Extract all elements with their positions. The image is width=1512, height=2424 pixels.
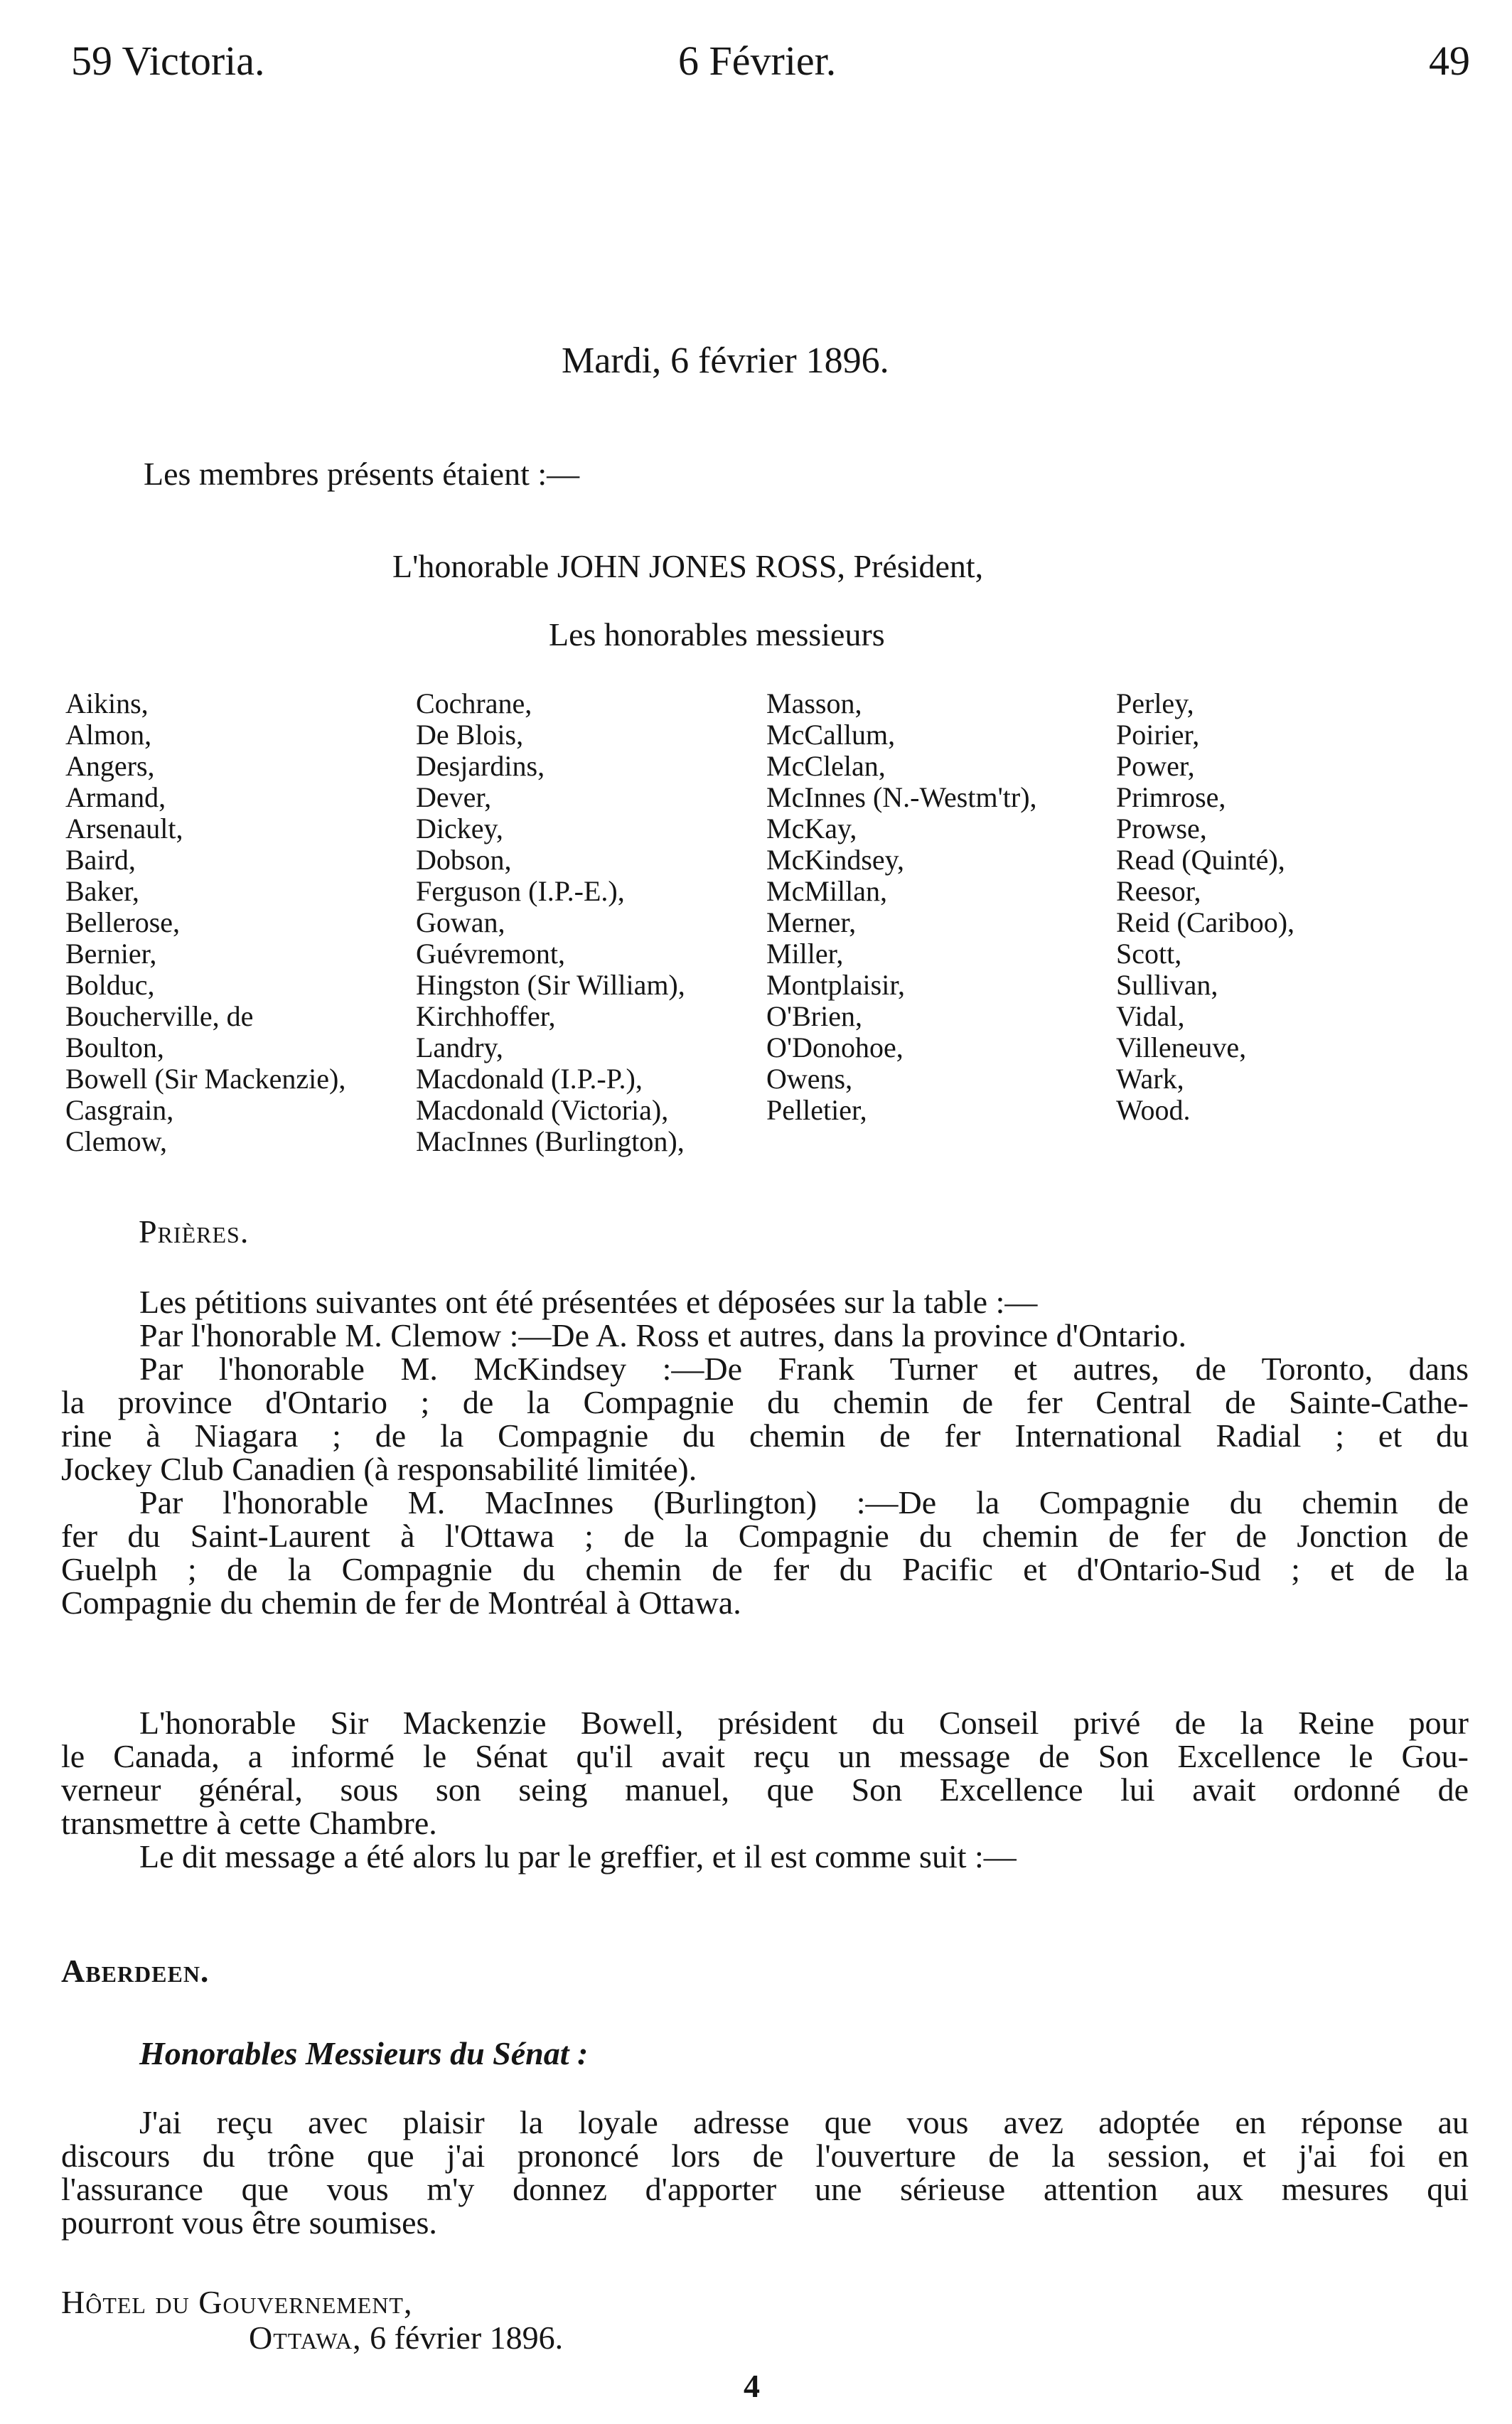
petitions-line: Par l'honorable M. Clemow :—De A. Ross et autres, dans la province d'Ontario. bbox=[139, 1317, 1186, 1353]
running-head-center: 6 Février. bbox=[678, 38, 837, 84]
running-head-left: 59 Victoria. bbox=[71, 38, 265, 84]
member-name: Baird, bbox=[65, 844, 136, 876]
member-name: Reid (Cariboo), bbox=[1116, 906, 1295, 938]
member-name: Gowan, bbox=[416, 906, 505, 938]
member-name: Masson, bbox=[766, 687, 862, 719]
petitions-line: fer du Saint-Laurent à l'Ottawa ; de la Compagnie du chemin de fer de Jonction de bbox=[61, 1518, 1469, 1554]
members-column-4 bbox=[1116, 688, 1294, 1126]
member-name: Owens, bbox=[766, 1063, 853, 1095]
member-name: Hingston (Sir William), bbox=[416, 969, 685, 1001]
member-name: Bellerose, bbox=[65, 906, 181, 938]
member-name: Perley, bbox=[1116, 687, 1194, 719]
member-name: Reesor, bbox=[1116, 875, 1201, 907]
message-line: verneur général, sous son seing manuel, que Son Excellence lui avait ordonné de bbox=[61, 1771, 1469, 1808]
reply-paragraph bbox=[61, 2106, 1469, 2239]
member-name: Guévremont, bbox=[416, 938, 565, 970]
member-name: Kirchhoffer, bbox=[416, 1000, 556, 1032]
member-name: Vidal, bbox=[1116, 1000, 1185, 1032]
member-name: Prowse, bbox=[1116, 813, 1207, 844]
member-name: Macdonald (Victoria), bbox=[416, 1094, 669, 1126]
petitions-paragraph bbox=[61, 1285, 1469, 1619]
member-name: Scott, bbox=[1116, 938, 1182, 970]
member-name: Armand, bbox=[65, 781, 166, 813]
message-line: L'honorable Sir Mackenzie Bowell, président du Conseil privé de la Reine pour bbox=[139, 1705, 1469, 1741]
member-name: MacInnes (Burlington), bbox=[416, 1125, 685, 1157]
member-name: Boucherville, de bbox=[65, 1000, 254, 1032]
member-name: Wark, bbox=[1116, 1063, 1184, 1095]
member-name: Primrose, bbox=[1116, 781, 1226, 813]
member-name: Dever, bbox=[416, 781, 492, 813]
member-name: Miller, bbox=[766, 938, 844, 970]
message-line: le Canada, a informé le Sénat qu'il avait reçu un message de Son Excellence le Gou- bbox=[61, 1738, 1469, 1774]
president-line: L'honorable JOHN JONES ROSS, Président, bbox=[392, 548, 984, 584]
petitions-line: Compagnie du chemin de fer de Montréal à Ottawa. bbox=[61, 1584, 741, 1621]
member-name: Desjardins, bbox=[416, 750, 545, 782]
message-line: transmettre à cette Chambre. bbox=[61, 1805, 437, 1841]
salutation: Honorables Messieurs du Sénat : bbox=[139, 2035, 589, 2071]
petitions-line: Par l'honorable M. MacInnes (Burlington) :—De la Compagnie du chemin de bbox=[139, 1484, 1469, 1521]
signature-aberdeen: Aberdeen. bbox=[61, 1953, 210, 1989]
member-name: Boulton, bbox=[65, 1031, 164, 1063]
member-name: Casgrain, bbox=[65, 1094, 174, 1126]
petitions-line: Jockey Club Canadien (à responsabilité limitée). bbox=[61, 1451, 697, 1487]
members-column-1 bbox=[65, 688, 345, 1157]
member-name: McClelan, bbox=[766, 750, 886, 782]
member-name: Landry, bbox=[416, 1031, 503, 1063]
member-name: Montplaisir, bbox=[766, 969, 906, 1001]
member-name: Read (Quinté), bbox=[1116, 844, 1285, 876]
reply-line: discours du trône que j'ai prononcé lors de l'ouverture de la session, et j'ai foi en bbox=[61, 2138, 1469, 2174]
member-name: Bernier, bbox=[65, 938, 157, 970]
member-name: Poirier, bbox=[1116, 719, 1200, 751]
member-name: De Blois, bbox=[416, 719, 524, 751]
member-name: Almon, bbox=[65, 719, 152, 751]
date-heading: Mardi, 6 février 1896. bbox=[562, 340, 889, 381]
member-name: Power, bbox=[1116, 750, 1195, 782]
closing-place-line: Hôtel du Gouvernement, bbox=[61, 2284, 413, 2320]
member-name: McKindsey, bbox=[766, 844, 905, 876]
member-name: Bowell (Sir Mackenzie), bbox=[65, 1063, 346, 1095]
member-name: McKay, bbox=[766, 813, 857, 844]
member-name: Villeneuve, bbox=[1116, 1031, 1247, 1063]
member-name: Macdonald (I.P.-P.), bbox=[416, 1063, 643, 1095]
closing-date: 6 février 1896. bbox=[370, 2320, 564, 2356]
page-number: 49 bbox=[1429, 38, 1470, 84]
signature-mark: 4 bbox=[744, 2368, 760, 2404]
petitions-line: Par l'honorable M. McKindsey :—De Frank Turner et autres, de Toronto, dans bbox=[139, 1351, 1469, 1387]
member-name: O'Donohoe, bbox=[766, 1031, 904, 1063]
reply-line: J'ai reçu avec plaisir la loyale adresse que vous avez adoptée en réponse au bbox=[139, 2104, 1469, 2140]
petitions-line: rine à Niagara ; de la Compagnie du chemin de fer International Radial ; et du bbox=[61, 1417, 1469, 1454]
petitions-line: Les pétitions suivantes ont été présentées et déposées sur la table :— bbox=[139, 1284, 1038, 1320]
closing-date-line bbox=[249, 2319, 563, 2356]
member-name: Aikins, bbox=[65, 687, 149, 719]
member-name: Wood. bbox=[1116, 1094, 1191, 1126]
members-column-2 bbox=[416, 688, 685, 1157]
message-line: Le dit message a été alors lu par le greffier, et il est comme suit :— bbox=[139, 1838, 1017, 1875]
petitions-line: la province d'Ontario ; de la Compagnie du chemin de fer Central de Sainte-Cathe- bbox=[61, 1384, 1469, 1420]
reply-line: l'assurance que vous m'y donnez d'apporter une sérieuse attention aux mesures qui bbox=[61, 2171, 1469, 2207]
honorables-line: Les honorables messieurs bbox=[549, 616, 885, 653]
member-name: O'Brien, bbox=[766, 1000, 862, 1032]
member-name: McInnes (N.-Westm'tr), bbox=[766, 781, 1037, 813]
member-name: Dobson, bbox=[416, 844, 512, 876]
member-name: Bolduc, bbox=[65, 969, 155, 1001]
member-name: McMillan, bbox=[766, 875, 887, 907]
message-paragraph bbox=[61, 1706, 1469, 1873]
member-name: Merner, bbox=[766, 906, 857, 938]
member-name: Dickey, bbox=[416, 813, 503, 844]
member-name: Baker, bbox=[65, 875, 139, 907]
member-name: Angers, bbox=[65, 750, 155, 782]
member-name: Pelletier, bbox=[766, 1094, 867, 1126]
members-column-3 bbox=[766, 688, 1037, 1126]
member-name: McCallum, bbox=[766, 719, 896, 751]
closing-city: Ottawa, bbox=[249, 2320, 362, 2356]
petitions-line: Guelph ; de la Compagnie du chemin de fer du Pacific et d'Ontario-Sud ; et de la bbox=[61, 1551, 1469, 1587]
reply-line: pourront vous être soumises. bbox=[61, 2204, 437, 2241]
members-present-intro: Les membres présents étaient :— bbox=[144, 456, 580, 492]
member-name: Cochrane, bbox=[416, 687, 532, 719]
member-name: Clemow, bbox=[65, 1125, 167, 1157]
member-name: Arsenault, bbox=[65, 813, 183, 844]
member-name: Sullivan, bbox=[1116, 969, 1218, 1001]
member-name: Ferguson (I.P.-E.), bbox=[416, 875, 625, 907]
prayers-heading: Prières. bbox=[139, 1213, 250, 1250]
